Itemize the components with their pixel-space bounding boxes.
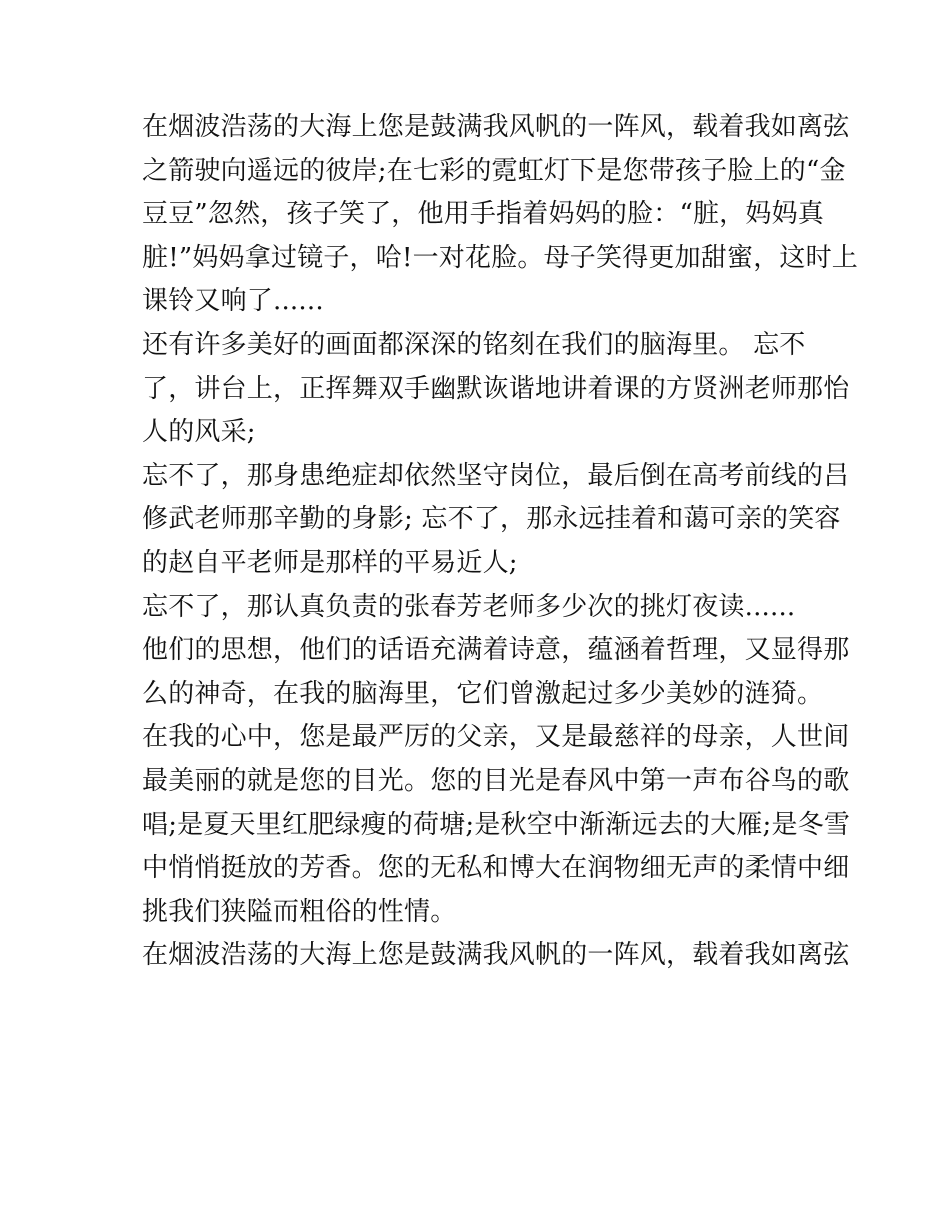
text-line: 忘不了，那认真负责的张春芳老师多少次的挑灯夜读......	[142, 591, 796, 622]
body-text	[142, 106, 858, 978]
text-line: 忘不了，那身患绝症却依然坚守岗位，最后倒在高考前线的吕	[142, 460, 850, 491]
text-line: 在烟波浩荡的大海上您是鼓满我风帆的一阵风，载着我如离弦	[142, 112, 850, 142]
text-line: 最美丽的就是您的目光。您的目光是春风中第一声布谷鸟的歌	[142, 765, 850, 796]
text-line: 唱;是夏天里红肥绿瘦的荷塘;是秋空中渐渐远去的大雁;是冬雪	[142, 809, 851, 840]
text-line: 之箭驶向遥远的彼岸;在七彩的霓虹灯下是您带孩子脸上的“金	[142, 155, 846, 186]
text-line: 还有许多美好的画面都深深的铭刻在我们的脑海里。 忘不	[142, 329, 806, 360]
text-line: 么的神奇，在我的脑海里，它们曾激起过多少美妙的涟猗。	[142, 678, 824, 709]
text-line: 他们的思想，他们的话语充满着诗意，蕴涵着哲理，又显得那	[142, 635, 850, 666]
text-line: 豆豆”忽然，孩子笑了，他用手指着妈妈的脸：“脏，妈妈真	[142, 199, 824, 230]
text-line: 脏!”妈妈拿过镜子，哈!一对花脸。母子笑得更加甜蜜，这时上	[142, 242, 858, 273]
text-line: 修武老师那辛勤的身影; 忘不了，那永远挂着和蔼可亲的笑容	[142, 504, 841, 535]
text-line: 课铃又响了......	[142, 286, 324, 317]
text-line: 在我的心中，您是最严厉的父亲，又是最慈祥的母亲，人世间	[142, 722, 850, 753]
text-line: 在烟波浩荡的大海上您是鼓满我风帆的一阵风，载着我如离弦	[142, 940, 850, 971]
text-line: 人的风采;	[142, 417, 256, 448]
text-line: 挑我们狭隘而粗俗的性情。	[142, 896, 457, 927]
text-line: 的赵自平老师是那样的平易近人;	[142, 547, 518, 578]
text-line: 了，讲台上，正挥舞双手幽默诙谐地讲着课的方贤洲老师那怡	[142, 373, 850, 404]
text-line: 中悄悄挺放的芳香。您的无私和博大在润物细无声的柔情中细	[142, 853, 850, 884]
